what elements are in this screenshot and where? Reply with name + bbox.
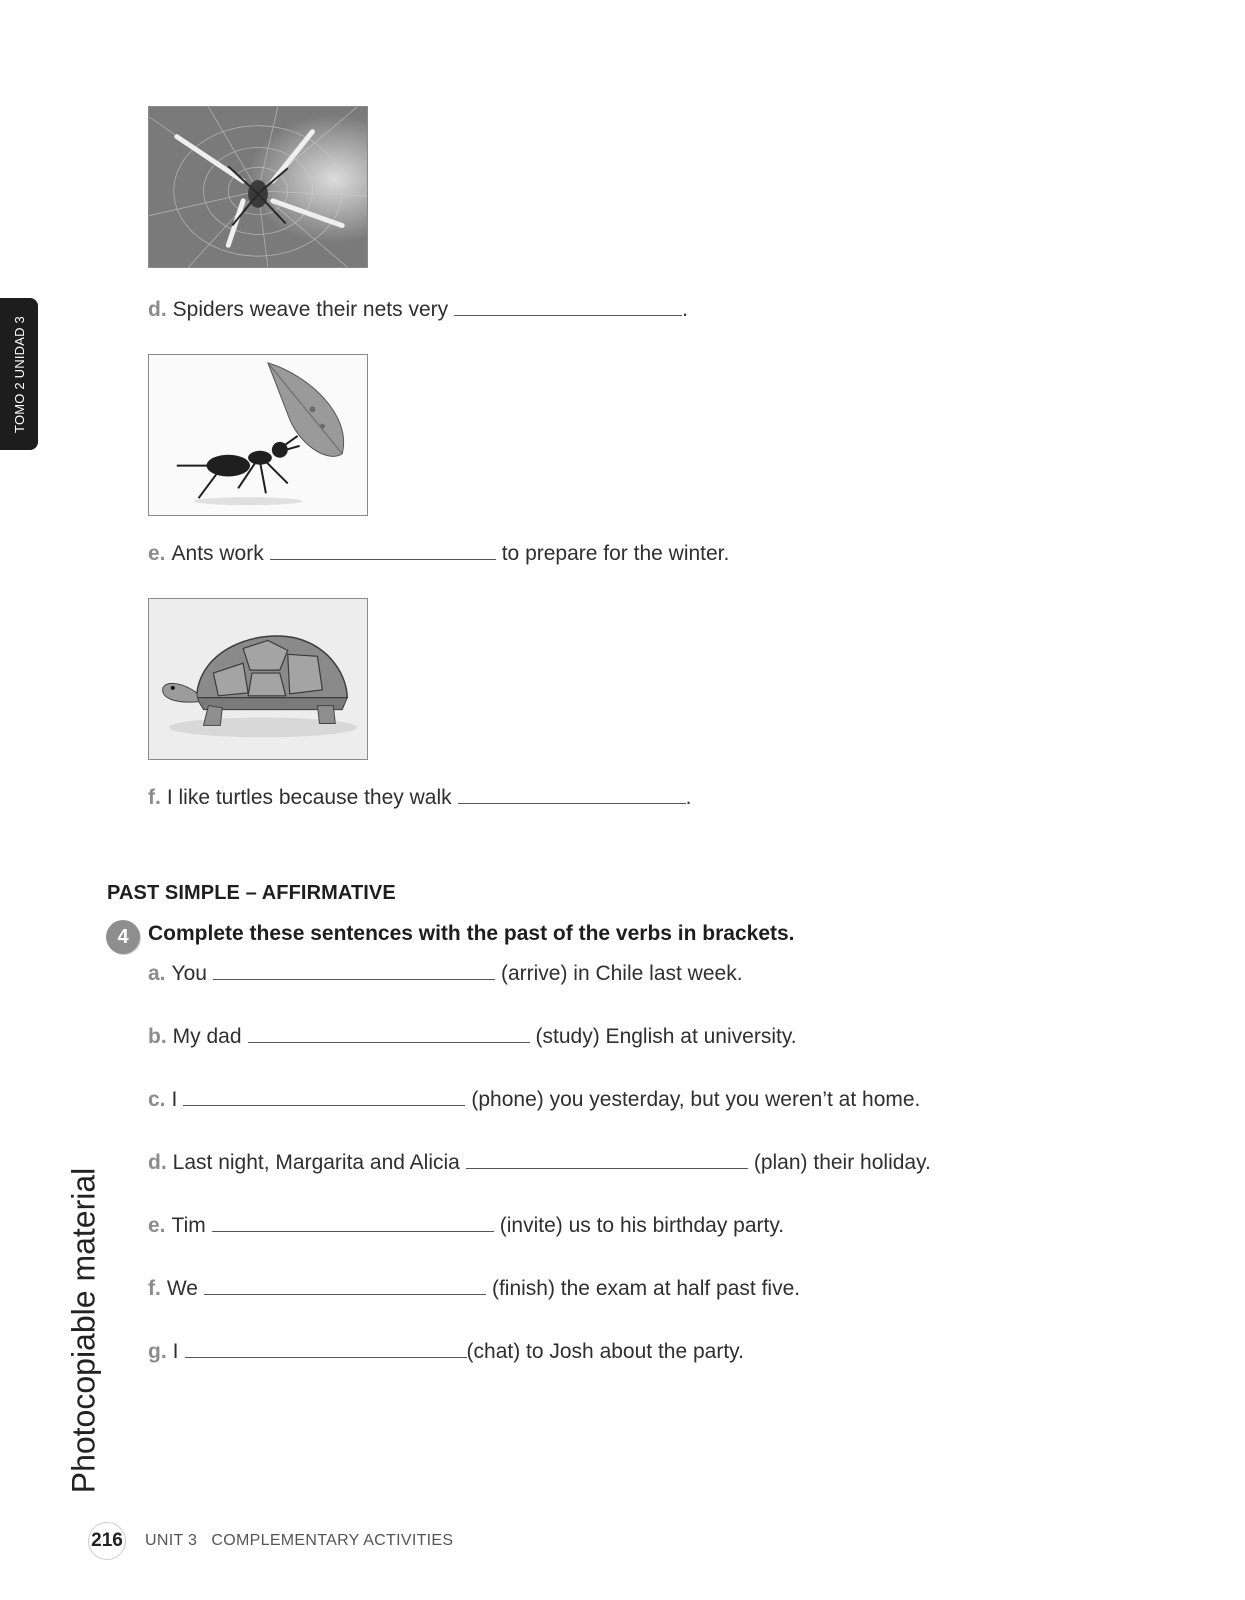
answer-blank[interactable] (213, 978, 495, 980)
item-text-after: (chat) to Josh about the party. (466, 1340, 744, 1363)
item-text-before: We (166, 1277, 198, 1300)
answer-blank[interactable] (270, 558, 496, 560)
exercise-instruction: Complete these sentences with the past of the verbs in brackets. (148, 922, 795, 945)
exercise4-item-b (148, 1025, 797, 1049)
exercise4-item-g (148, 1340, 744, 1364)
item-text-before: I like turtles because they walk (166, 786, 452, 809)
answer-blank[interactable] (454, 314, 682, 316)
item-text-after: to prepare for the winter. (501, 542, 730, 565)
answer-blank[interactable] (458, 802, 686, 804)
footer-text: UNIT 3 COMPLEMENTARY ACTIVITIES (145, 1532, 454, 1549)
answer-blank[interactable] (204, 1293, 486, 1295)
section-heading: PAST SIMPLE – AFFIRMATIVE (107, 882, 396, 904)
item-text-after: . (685, 786, 692, 809)
item-letter: b. (148, 1025, 167, 1048)
item-text-before: Tim (171, 1214, 206, 1237)
side-label-wrap (62, 1160, 106, 1500)
spider-web-photo (148, 106, 368, 268)
turtle-photo (148, 598, 368, 760)
answer-blank[interactable] (185, 1356, 467, 1358)
item-text-before: I (172, 1340, 179, 1363)
page-number: 216 (88, 1522, 126, 1560)
item-text-after: (arrive) in Chile last week. (500, 962, 743, 985)
item-text-after: (invite) us to his birthday party. (499, 1214, 785, 1237)
item-text-before: Spiders weave their nets very (172, 298, 449, 321)
answer-blank[interactable] (466, 1167, 748, 1169)
item-text-before: Last night, Margarita and Alicia (172, 1151, 460, 1174)
side-tab-text: TOMO 2 UNIDAD 3 (11, 315, 27, 433)
item-text-after: (finish) the exam at half past five. (491, 1277, 801, 1300)
item-letter: a. (148, 962, 166, 985)
exercise4-item-d (148, 1151, 931, 1175)
item-letter: d. (148, 1151, 167, 1174)
exercise4-item-f (148, 1277, 800, 1301)
item-letter: f. (148, 1277, 161, 1300)
exercise4-item-c (148, 1088, 920, 1112)
item-letter: e. (148, 542, 166, 565)
answer-blank[interactable] (248, 1041, 530, 1043)
side-tab (0, 298, 38, 450)
answer-blank[interactable] (212, 1230, 494, 1232)
exercise3-item-e (148, 542, 729, 566)
item-letter: g. (148, 1340, 167, 1363)
item-text-after: (plan) their holiday. (753, 1151, 931, 1174)
item-letter: e. (148, 1214, 166, 1237)
item-text-after: (phone) you yesterday, but you weren’t at home. (471, 1088, 921, 1111)
ant-photo (148, 354, 368, 516)
exercise-number-badge: 4 (106, 920, 140, 954)
item-letter: f. (148, 786, 161, 809)
exercise3-item-f (148, 786, 691, 810)
item-text-after: . (682, 298, 688, 321)
item-letter: d. (148, 298, 167, 321)
exercise4-item-e (148, 1214, 784, 1238)
side-label: Photocopiable material (65, 1167, 102, 1493)
answer-blank[interactable] (183, 1104, 465, 1106)
item-text-before: You (171, 962, 207, 985)
item-text-before: I (171, 1088, 178, 1111)
item-letter: c. (148, 1088, 166, 1111)
item-text-before: Ants work (171, 542, 264, 565)
item-text-before: My dad (172, 1025, 242, 1048)
exercise4-item-a (148, 962, 743, 986)
item-text-after: (study) English at university. (535, 1025, 797, 1048)
exercise3-item-d (148, 298, 688, 322)
